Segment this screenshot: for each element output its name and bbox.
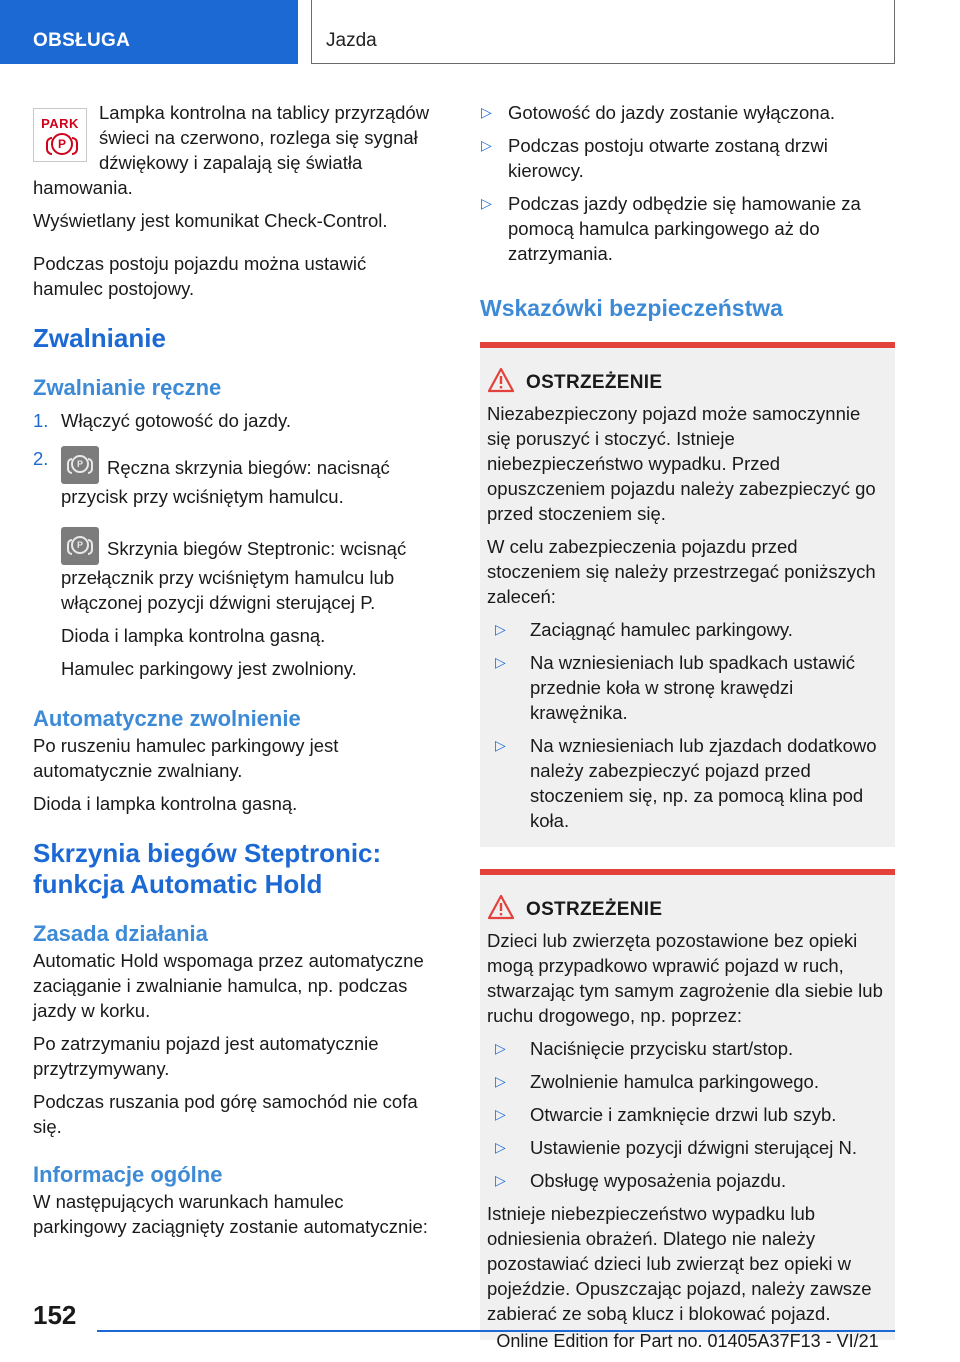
list-item: ▷ Na wzniesieniach lub spadkach ustawić przednie koła w stronę krawędzi krawężnika. xyxy=(495,652,855,723)
release-steps xyxy=(33,408,441,681)
heading-general: Informacje ogólne xyxy=(33,1162,223,1187)
heading-steptronic: Skrzynia biegów Steptronic: funkcja Automatic Hold xyxy=(33,838,382,899)
warning-title: OSTRZEŻENIE xyxy=(487,897,887,922)
heading-principle: Zasada działania xyxy=(33,921,208,946)
triangle-bullet-icon: ▷ xyxy=(495,1073,506,1089)
triangle-bullet-icon: ▷ xyxy=(495,654,506,670)
triangle-bullet-icon: ▷ xyxy=(481,137,492,153)
list-item: ▷ Obsługę wyposażenia pojazdu. xyxy=(495,1170,787,1191)
step-text: Hamulec parkingowy jest zwolniony. xyxy=(61,658,357,679)
list-item: ▷ Podczas postoju otwarte zostaną drzwi kierowcy. xyxy=(481,135,828,181)
list-item: ▷ Ustawienie pozycji dźwigni sterującej N. xyxy=(495,1137,857,1158)
step-text: Dioda i lampka kontrolna gasną. xyxy=(61,625,326,646)
heading-auto-release: Automatyczne zwolnienie xyxy=(33,706,301,731)
warning-text: Istnieje niebezpieczeństwo wypadku lub odniesienia obrażeń. Dlatego nie należy pozostawiać dzieci lub zwierząt bez opieki w pojeździe. Opuszczając pojazd, należy zawsze zabierać ze sobą klucz i blokować pojazd. xyxy=(487,1203,872,1324)
check-control-text: Wyświetlany jest komunikat Check-Control. xyxy=(33,210,388,231)
edition-text: Online Edition for Part no. 01405A37F13 - VI/21 xyxy=(496,1331,879,1351)
page-number: 152 xyxy=(33,1300,77,1330)
warning-text: W celu zabezpieczenia pojazdu przed stoczeniem się należy przestrzegać poniższych zaleceń: xyxy=(487,536,876,607)
warning-box-2 xyxy=(480,869,895,1340)
step-text: Ręczna skrzynia biegów: nacisnąć przycisk przy wciśniętym hamulcu. xyxy=(61,457,390,507)
triangle-bullet-icon: ▷ xyxy=(495,737,506,753)
triangle-bullet-icon: ▷ xyxy=(495,1106,506,1122)
step-text-wrap xyxy=(61,446,441,509)
parking-brake-button-icon: P xyxy=(61,446,99,484)
auto-text-2: Dioda i lampka kontrolna gasną. xyxy=(33,793,298,814)
step-number: 2. xyxy=(33,448,49,469)
warning-triangle-icon xyxy=(487,367,515,393)
step-number: 1. xyxy=(33,410,49,431)
triangle-bullet-icon: ▷ xyxy=(495,1040,506,1056)
list-item: ▷ Naciśnięcie przycisku start/stop. xyxy=(495,1038,794,1059)
warning-title: OSTRZEŻENIE xyxy=(487,370,887,395)
intro-text: Lampka kontrolna na tablicy przyrządów świeci na czerwono, rozlega się sygnał dźwiękowy i zapalają się światła hamowania. xyxy=(33,102,430,198)
parking-brake-switch-icon: P xyxy=(61,527,99,565)
chapter-header xyxy=(311,0,895,64)
triangle-bullet-icon: ▷ xyxy=(495,1139,506,1155)
warning-triangle-icon xyxy=(487,894,515,920)
warning-text: Niezabezpieczony pojazd może samoczynnie się poruszyć i stoczyć. Istnieje niebezpieczeństwo wypadku. Przed opuszczeniem pojazdu należy zabezpieczyć go przed stoczeniem się. xyxy=(487,403,876,524)
principle-text-1: Automatic Hold wspomaga przez automatyczne zaciąganie i zwalnianie hamulca, np. podczas jazdy w korku. xyxy=(33,950,424,1021)
standstill-text: Podczas postoju pojazdu można ustawić hamulec postojowy. xyxy=(33,253,367,299)
list-item: ▷ Podczas jazdy odbędzie się hamowanie za pomocą hamulca parkingowego aż do zatrzymania. xyxy=(481,193,861,264)
triangle-bullet-icon: ▷ xyxy=(495,1172,506,1188)
list-item: ▷ Otwarcie i zamknięcie drzwi lub szyb. xyxy=(495,1104,837,1125)
triangle-bullet-icon: ▷ xyxy=(495,621,506,637)
section-title: OBSŁUGA xyxy=(33,30,131,51)
heading-release: Zwalnianie xyxy=(33,323,166,353)
list-item: ▷ Zwolnienie hamulca parkingowego. xyxy=(495,1071,819,1092)
park-brake-warning-icon: PARK P xyxy=(33,108,87,162)
left-column xyxy=(33,100,441,1239)
step-1 xyxy=(33,408,441,433)
general-text: W następujących warunkach hamulec parkingowy zaciągnięty zostanie automatycznie: xyxy=(33,1191,428,1237)
list-item: ▷ Na wzniesieniach lub zjazdach dodatkowo należy zabezpieczyć pojazd przed stoczeniem się, np. za pomocą klina pod koła. xyxy=(495,735,877,831)
triangle-bullet-icon: ▷ xyxy=(481,195,492,211)
triangle-bullet-icon: ▷ xyxy=(481,104,492,120)
warning-box-1 xyxy=(480,342,895,847)
chapter-title: Jazda xyxy=(326,30,377,51)
list-item: ▷ Gotowość do jazdy zostanie wyłączona. xyxy=(481,102,836,123)
heading-manual-release: Zwalnianie ręczne xyxy=(33,375,222,400)
heading-safety: Wskazówki bezpieczeństwa xyxy=(480,295,783,321)
conditions-list xyxy=(480,100,895,266)
step-text: Włączyć gotowość do jazdy. xyxy=(61,410,291,431)
step-text-wrap xyxy=(61,527,441,615)
step-2 xyxy=(33,446,441,681)
section-tab xyxy=(0,0,298,64)
list-item: ▷ Zaciągnąć hamulec parkingowy. xyxy=(495,619,793,640)
step-text: Skrzynia biegów Steptronic: wcisnąć przełącznik przy wciśniętym hamulcu lub włączonej pozycji dźwigni sterującej P. xyxy=(61,538,407,613)
principle-text-3: Podczas ruszania pod górę samochód nie cofa się. xyxy=(33,1091,418,1137)
principle-text-2: Po zatrzymaniu pojazd jest automatycznie przytrzymywany. xyxy=(33,1033,379,1079)
right-column xyxy=(480,100,895,1340)
warning-text: Dzieci lub zwierzęta pozostawione bez opieki mogą przypadkowo wprawić pojazd w ruch, stwarzając tym samym zagrożenie dla siebie lub ruchu drogowego, np. poprzez: xyxy=(487,930,883,1026)
auto-text-1: Po ruszeniu hamulec parkingowy jest automatycznie zwalniany. xyxy=(33,735,339,781)
